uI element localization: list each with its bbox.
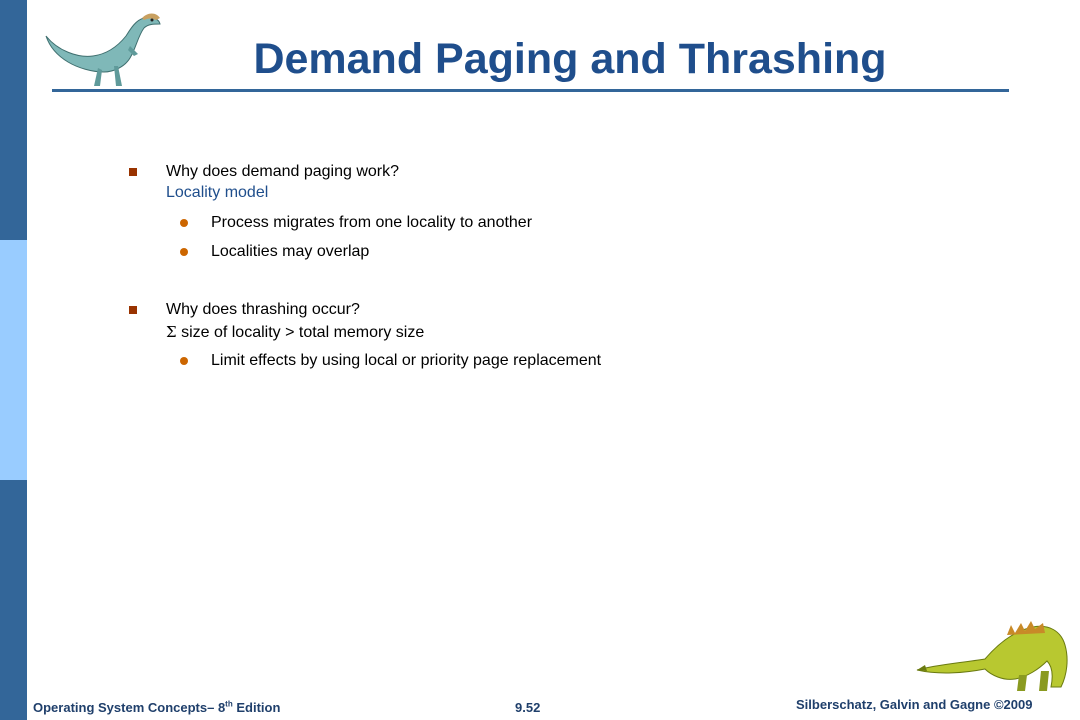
dinosaur-logo-top-icon bbox=[38, 6, 163, 88]
sidebar-segment-middle bbox=[0, 240, 27, 480]
footer-edition-superscript: th bbox=[225, 699, 233, 709]
slide-title: Demand Paging and Thrashing bbox=[253, 35, 887, 83]
square-bullet-icon bbox=[129, 306, 137, 314]
round-bullet-icon bbox=[180, 248, 188, 256]
title-underline bbox=[52, 89, 1009, 92]
bullet-1-subitem-2: Localities may overlap bbox=[211, 243, 370, 260]
bullet-1-subitem-1: Process migrates from one locality to another bbox=[211, 214, 533, 231]
footer-copyright: Silberschatz, Galvin and Gagne ©2009 bbox=[796, 697, 1033, 712]
bullet-2-line-2 bbox=[166, 322, 424, 343]
bullet-2-subitem-1: Limit effects by using local or priority page replacement bbox=[211, 352, 602, 369]
dinosaur-logo-bottom-icon bbox=[915, 615, 1075, 695]
footer-edition-text: Edition bbox=[232, 700, 281, 715]
square-bullet-icon bbox=[129, 168, 137, 176]
bullet-2-line-1: Why does thrashing occur? bbox=[166, 301, 360, 318]
round-bullet-icon bbox=[180, 219, 188, 227]
bullet-1-line-2: Locality model bbox=[166, 184, 269, 201]
footer-book-title bbox=[33, 700, 280, 716]
footer-book-text: Operating System Concepts– 8 bbox=[33, 700, 226, 715]
sidebar-segment-bottom bbox=[0, 480, 27, 720]
footer-page-number: 9.52 bbox=[515, 700, 541, 715]
sidebar-segment-top bbox=[0, 0, 27, 240]
round-bullet-icon bbox=[180, 357, 188, 365]
bullet-2-line-2-text: size of locality > total memory size bbox=[181, 324, 425, 341]
bullet-1-line-1: Why does demand paging work? bbox=[166, 163, 400, 180]
sidebar-band bbox=[0, 0, 27, 720]
sigma-symbol: Σ bbox=[166, 323, 177, 341]
